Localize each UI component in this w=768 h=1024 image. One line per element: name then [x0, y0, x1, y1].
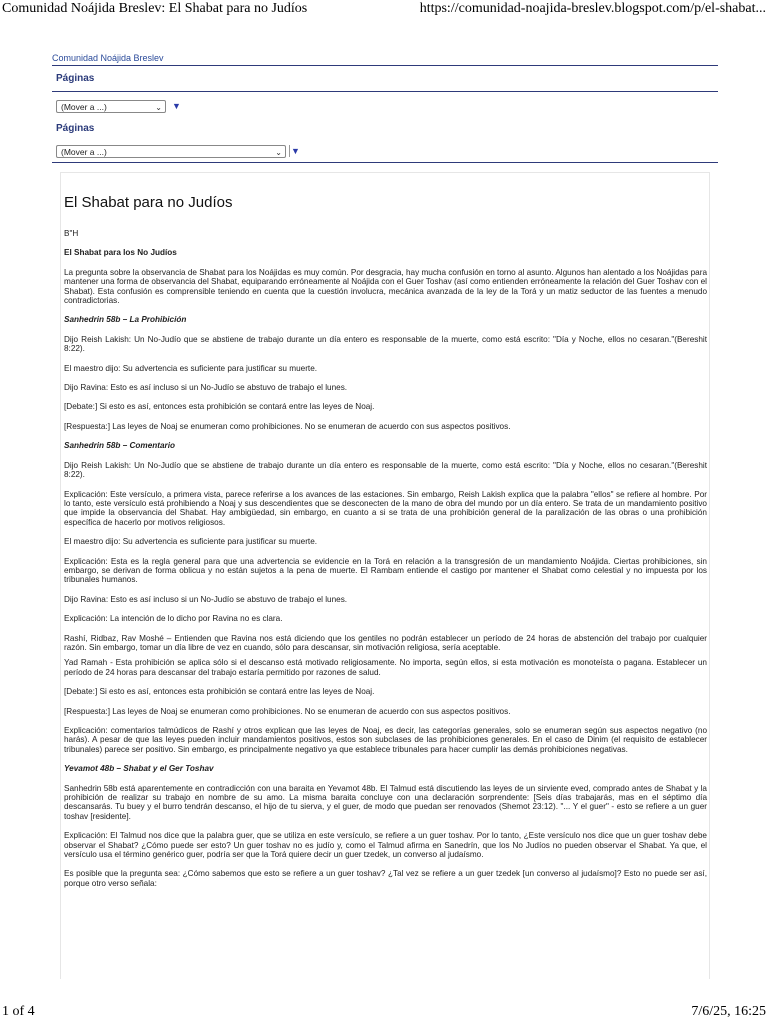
pages-select[interactable] — [56, 100, 166, 113]
post-container — [60, 172, 710, 979]
print-datetime: 7/6/25, 16:25 — [691, 1004, 766, 1019]
pages-label: Páginas — [56, 123, 95, 134]
post-paragraph: Dijo Reish Lakish: Un No-Judío que se abstiene de trabajo durante un día entero es responsable de la muerte, como está escrito: "Día y Noche, ellos no cesaran."(Bereshit 8:22). — [64, 334, 707, 354]
pages-nav-row — [56, 143, 718, 159]
post-paragraph: Yad Ramah - Esta prohibición se aplica sólo si el descanso está motivado religiosamente. No importa, según ellos, si esta motivación es monoteísta o pagana. Establecer un período de 24 horas para descansar del trabajo estaría permitido por razones de salud. — [64, 658, 707, 677]
pages-select-value: (Mover a ...) — [61, 146, 107, 157]
post-paragraph: Explicación: Este versículo, a primera vista, parece referirse a los avances de las estaciones. Sin embargo, Reish Lakish explica que la palabra "ellos" se refiere al hombre. Por lo tanto, este versículo está prohibiendo a Noaj y sus descendientes que se desconecten de la mano de obra del mundo por un día entero. Se trata de un mandamiento positivo que impide la observancia del Shabat. Hay ambigüedad, sin embargo, en cuanto a si se trata de una prohibición general de la paralización de las obras o una prohibición específica de hacerlo por motivos religiosos. — [64, 489, 707, 527]
print-footer — [0, 1002, 768, 1024]
post-paragraph: Explicación: El Talmud nos dice que la palabra guer, que se utiliza en este versículo, se refiere a un guer toshav. Por lo tanto, ¿Este versículo nos dice que un guer toshav debe observar el Shabat? ¿Cómo puede ser esto? Un guer toshav no es judío y, como el Talmud afirma en Sanedrín, que los No Judíos no pueden observar el Shabat. Ya que, el versículo usa el término genérico guer, podría ser que la Torá quiere decir un guer tzedek, un converso al judaísmo. — [64, 831, 707, 860]
post-paragraph: El maestro dijo: Su advertencia es suficiente para justificar su muerte. — [64, 363, 318, 373]
post-paragraph: Sanhedrin 58b está aparentemente en contradicción con una baraita en Yevamot 48b. El Talmud está discutiendo las leyes de un sirviente eved, comprado antes de Shabat y la prohibición de realizar su trabajo en nombre de su amo. La misma baraita concluye con una declaración sorprendente: [Seis días trabajarás, mas en el séptimo día descansarás. Tu buey y el burro tendrán descanso, el hijo de tu sierva, y el guer, de modo que puedan ser renovados (Shemot 23:12). "... Y el guer" - esto se refiere a un guer toshav [residente]. — [64, 783, 707, 821]
pages-label: Páginas — [56, 73, 95, 84]
post-paragraph: B"H — [64, 229, 79, 238]
pages-select[interactable] — [56, 145, 286, 158]
post-title: El Shabat para no Judíos — [64, 194, 233, 211]
section-heading: Yevamot 48b – Shabat y el Ger Toshav — [64, 764, 214, 774]
print-page-title: Comunidad Noájida Breslev: El Shabat para no Judíos — [2, 1, 308, 16]
post-paragraph: [Debate:] Si esto es así, entonces esta prohibición se contará entre las leyes de Noaj. — [64, 687, 375, 697]
post-paragraph: El maestro dijo: Su advertencia es suficiente para justificar su muerte. — [64, 537, 318, 547]
print-page-url: https://comunidad-noajida-breslev.blogspot.com/p/el-shabat... — [419, 1, 766, 16]
print-header — [0, 0, 768, 20]
post-paragraph: Dijo Ravina: Esto es así incluso si un No-Judío se abstuvo de trabajo el lunes. — [64, 594, 348, 604]
post-paragraph: Dijo Ravina: Esto es así incluso si un No-Judío se abstuvo de trabajo el lunes. — [64, 383, 348, 393]
dropdown-arrow-icon[interactable]: ▼ — [291, 146, 300, 156]
post-paragraph: Dijo Reish Lakish: Un No-Judío que se abstiene de trabajo durante un día entero es responsable de la muerte, como está escrito: "Día y Noche, ellos no cesaran."(Bereshit 8:22). — [64, 460, 707, 480]
blog-name-link[interactable]: Comunidad Noájida Breslev — [52, 53, 164, 63]
divider — [52, 91, 718, 92]
divider — [289, 145, 290, 157]
post-paragraph: Explicación: Esta es la regla general para que una advertencia se evidencie en la Torá en relación a la transgresión de un mandamiento Noájida. Ciertas prohibiciones, sin embargo, se derivan de forma oblicua y no están sujetos a la pena de muerte. El Rambam entiende el castigo por mantener el Shabat como celestial y no impuesta por los tribunales humanos. — [64, 556, 707, 585]
post-paragraph: [Debate:] Si esto es así, entonces esta prohibición se contará entre las leyes de Noaj. — [64, 402, 375, 412]
blog-header — [52, 50, 718, 163]
divider — [52, 162, 718, 163]
post-subtitle: El Shabat para los No Judíos — [64, 248, 177, 258]
pages-select-value: (Mover a ...) — [61, 101, 107, 112]
post-paragraph: Es posible que la pregunta sea: ¿Cómo sabemos que esto se refiere a un guer toshav? ¿Tal vez se refiere a un guer tzedek [un converso al judaísmo]? Esto no puede ser así, porque otro verso señala: — [64, 869, 707, 888]
post-paragraph: Explicación: La intención de lo dicho por Ravina no es clara. — [64, 614, 283, 624]
post-body — [64, 229, 707, 888]
divider — [52, 65, 718, 66]
post-paragraph: [Respuesta:] Las leyes de Noaj se enumeran como prohibiciones. No se enumeran de acuerdo con sus aspectos positivos. — [64, 421, 511, 431]
chevron-down-icon: ⌄ — [275, 147, 282, 157]
section-heading: Sanhedrin 58b – La Prohibición — [64, 315, 187, 325]
print-page-number: 1 of 4 — [2, 1004, 35, 1019]
chevron-down-icon: ⌄ — [155, 102, 162, 112]
post-paragraph: Explicación: comentarios talmúdicos de Rashí y otros explican que las leyes de Noaj, es decir, las categorías generales, solo se enumeran según sus aspectos negativo (no harás). A pesar de que las leyes pueden incluir mandamientos positivos, estos son subclases de las prohibiciones generales. En el caso de Dinim (el requisito de establecer tribunales) parece ser positivo. Sin embargo, es principalmente negativo ya que establece tribunales para hacer cumplir las demás prohibiciones negativas. — [64, 726, 707, 754]
section-heading: Sanhedrin 58b – Comentario — [64, 441, 176, 451]
post-paragraph: [Respuesta:] Las leyes de Noaj se enumeran como prohibiciones. No se enumeran de acuerdo con sus aspectos positivos. — [64, 706, 511, 716]
post-paragraph: La pregunta sobre la observancia de Shabat para los Noájidas es muy común. Por desgracia, hay mucha confusión en torno al asunto. Algunos han alentado a los Noájidas para mantener una forma de observancia del Shabat, equiparando erróneamente al Noájida con el Guer Toshav (así como entienden erróneamente la relación del Guer Toshav con el Shabat). Esta confusión es comprensible teniendo en cuenta que la cuestión involucra, mecánica avanzada de la ley de la Torá y un matiz seductor de las fuentes a menudo contradictorias. — [64, 267, 707, 306]
pages-nav-row — [56, 98, 718, 114]
post-paragraph: Rashí, Ridbaz, Rav Moshé – Entienden que Ravina nos está diciendo que los gentiles no podrán establecer un período de 24 horas de abstención del trabajo por cualquier razón. Sin embargo, tomar un día libre de vez en cuando, sólo para descansar, sin motivación religiosa, sería aceptable. — [64, 633, 707, 652]
dropdown-arrow-icon[interactable]: ▼ — [172, 101, 181, 111]
